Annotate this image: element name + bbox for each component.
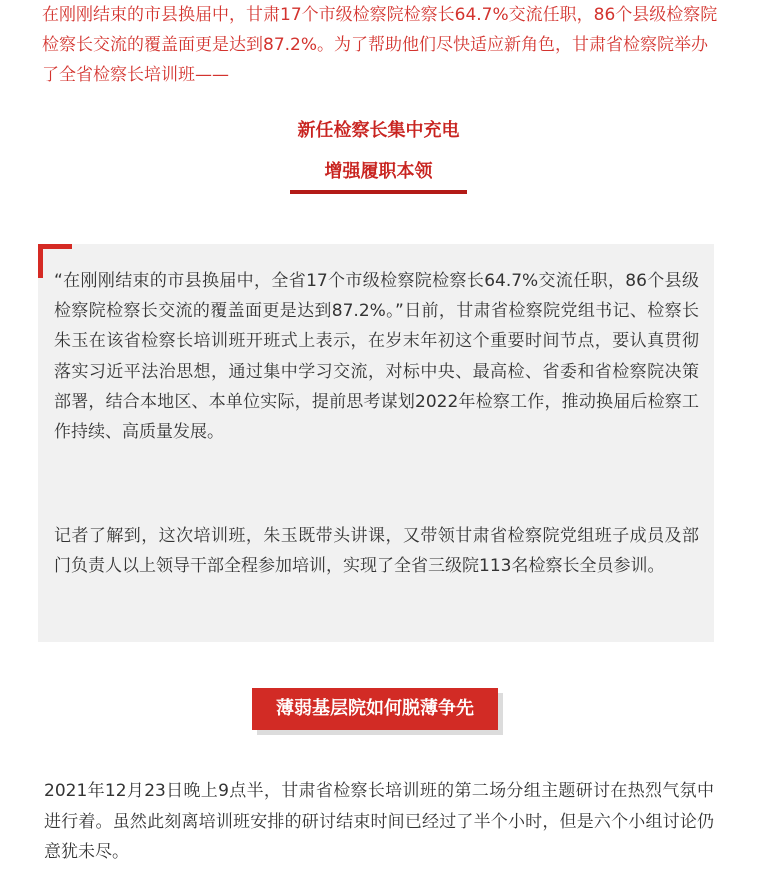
body-paragraph: 2021年12月23日晚上9点半，甘肃省检察长培训班的第二场分组主题研讨在热烈气氛中进行着。虽然此刻离培训班安排的研讨结束时间已经过了半个小时，但是六个小组讨论仍意犹未尽。 xyxy=(44,781,714,862)
quote-paragraph-2: 记者了解到，这次培训班，朱玉既带头讲课，又带领甘肃省检察院党组班子成员及部门负责人以上领导干部全程参加培训，实现了全省三级院113名检察长全员参训。 xyxy=(54,526,699,577)
section-heading-line2: 增强履职本领 xyxy=(324,161,433,182)
section-heading-line1: 新任检察长集中充电 xyxy=(297,120,460,141)
intro-paragraph: 在刚刚结束的市县换届中，甘肃17个市级检察院检察长64.7%交流任职，86个县级检察院检察长交流的覆盖面更是达到87.2%。为了帮助他们尽快适应新角色，甘肃省检察院举办了全省检察长培训班—— xyxy=(42,5,718,85)
heading-underline xyxy=(290,190,467,194)
section-banner: 薄弱基层院如何脱薄争先 xyxy=(252,688,498,730)
quote-paragraph-1: “在刚刚结束的市县换届中，全省17个市级检察院检察长64.7%交流任职，86个县级检察院检察长交流的覆盖面更是达到87.2%。”日前，甘肃省检察院党组书记、检察长朱玉在该省检察长培训班开班式上表示，在岁末年初这个重要时间节点，要认真贯彻落实习近平法治思想，通过集中学习交流，对标中央、最高检、省委和省检察院决策部署，结合本地区、本单位实际，提前思考谋划2022年检察工作，推动换届后检察工作持续、高质量发展。 xyxy=(54,271,699,443)
